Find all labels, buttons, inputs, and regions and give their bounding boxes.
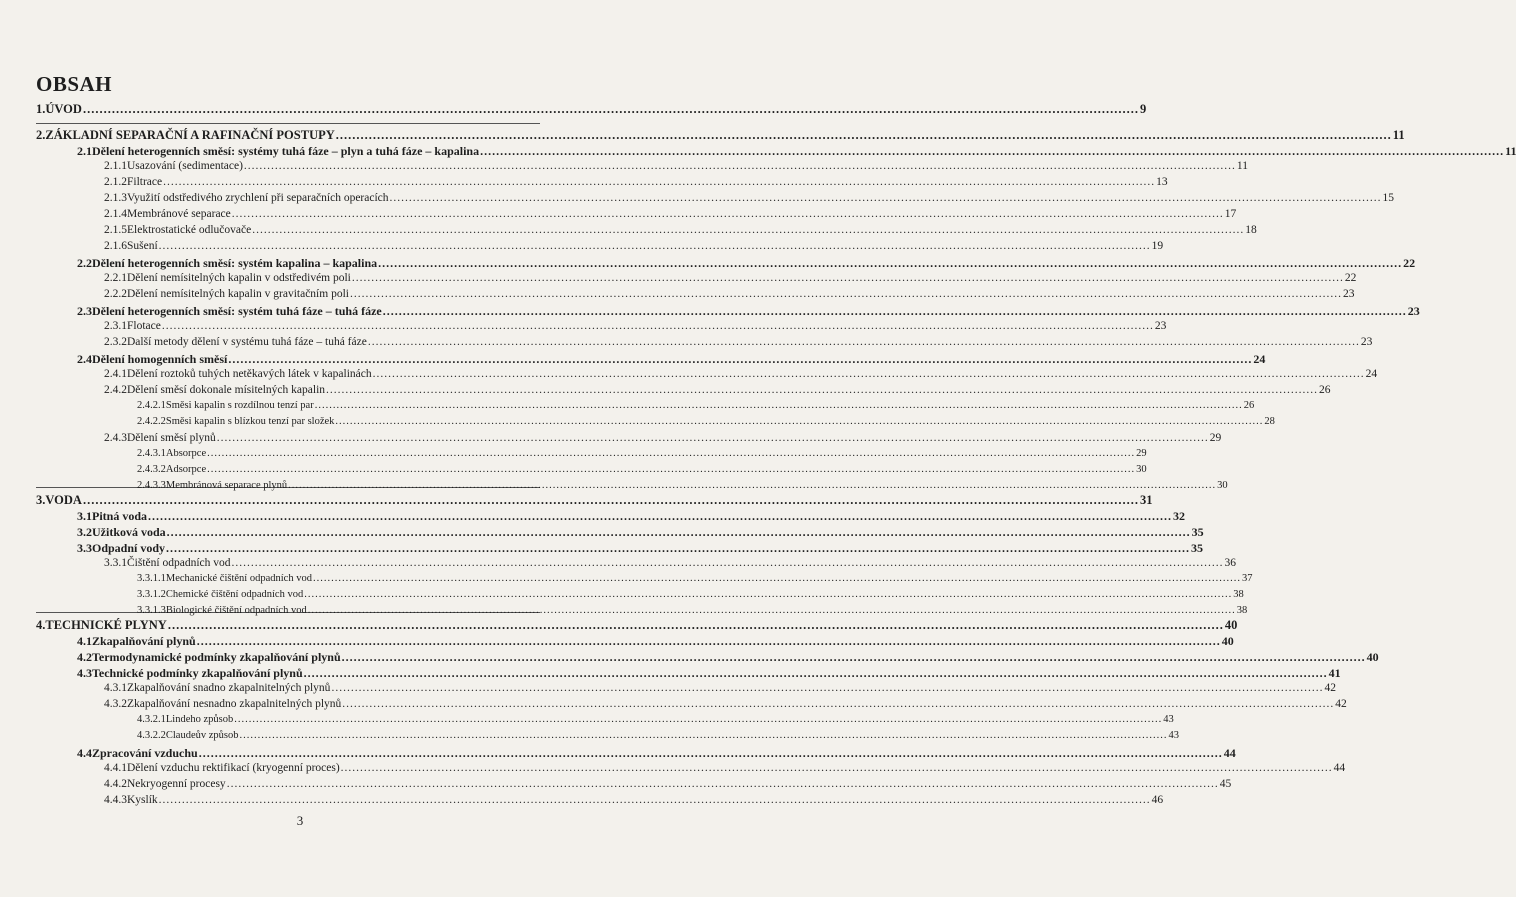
toc-entry-level-3 <box>104 160 1248 172</box>
dot-leader <box>331 682 1323 694</box>
dot-leader <box>390 192 1382 204</box>
toc-entry-level-1 <box>36 618 1238 633</box>
toc-entry-level-2 <box>77 256 1416 271</box>
toc-entry-page: 35 <box>1191 525 1204 539</box>
toc-entry-title: Čištění odpadních vod <box>127 557 231 569</box>
toc-entry-level-4 <box>137 416 1275 427</box>
toc-entry-number: 2.4.3.2 <box>137 464 166 475</box>
toc-entry-level-2 <box>77 352 1266 367</box>
toc-entry-number: 2.4.2.1 <box>137 400 166 411</box>
dot-leader <box>168 618 1224 633</box>
toc-entry-title: Dělení nemísitelných kapalin v odstředivém poli <box>127 272 351 284</box>
toc-entry-level-3 <box>104 557 1236 569</box>
toc-entry-level-3 <box>104 192 1395 204</box>
toc-entry-number: 2.3.2 <box>104 336 127 348</box>
toc-entry-number: 2.1.3 <box>104 192 127 204</box>
toc-entry-level-1 <box>36 102 1147 117</box>
toc-entry-number: 2.4.3.3 <box>137 480 166 491</box>
toc-entry-level-2 <box>77 541 1204 556</box>
toc-entry-page: 17 <box>1224 208 1237 220</box>
toc-entry-title: Dělení roztoků tuhých netěkavých látek v kapalinách <box>127 368 372 380</box>
toc-entry-number: 2.1.1 <box>104 160 127 172</box>
toc-entry-title: Využití odstředivého zrychlení při separačních operacích <box>127 192 389 204</box>
toc-entry-level-3 <box>104 224 1257 236</box>
dot-leader <box>315 400 1243 411</box>
toc-entry-page: 43 <box>1168 730 1179 741</box>
toc-entry-page: 22 <box>1344 272 1357 284</box>
toc-entry-title: Zkapalňování plynů <box>92 634 196 648</box>
toc-entry-page: 15 <box>1382 192 1395 204</box>
dot-leader <box>227 778 1219 790</box>
toc-entry-page: 44 <box>1223 746 1236 760</box>
toc-entry-number: 1. <box>36 102 46 116</box>
toc-entry-title: Mechanické čištění odpadních vod <box>165 573 312 584</box>
toc-entry-title: Dělení směsí plynů <box>127 432 216 444</box>
toc-entry-page: 43 <box>1163 714 1174 725</box>
toc-entry-level-3 <box>104 368 1378 380</box>
dot-leader <box>166 541 1190 556</box>
toc-entry-title: Chemické čištění odpadních vod <box>165 589 304 600</box>
dot-leader <box>232 208 1224 220</box>
dot-leader <box>199 746 1223 761</box>
toc-entry-page: 42 <box>1335 698 1347 710</box>
toc-entry-title: Užitková voda <box>92 525 166 539</box>
dot-leader <box>163 176 1155 188</box>
toc-entry-number: 4.4 <box>77 746 92 760</box>
toc-entry-number: 4.2 <box>77 650 92 664</box>
toc-entry-level-3 <box>104 176 1168 188</box>
toc-entry-level-3 <box>104 320 1167 332</box>
toc-entry-level-1 <box>36 493 1153 508</box>
toc-entry-title: Dělení heterogenních směsí: systémy tuhá fáze – plyn a tuhá fáze – kapalina <box>92 144 480 158</box>
toc-entry-level-4 <box>137 480 1228 491</box>
toc-entry-title: Kyslík <box>127 794 158 806</box>
toc-entry-level-4 <box>137 464 1147 475</box>
toc-entry-page: 26 <box>1243 400 1255 411</box>
toc-entry-page: 28 <box>1264 416 1275 427</box>
dot-leader <box>83 493 1139 508</box>
toc-entry-number: 2.4.3 <box>104 432 127 444</box>
toc-entry-level-3 <box>104 208 1237 220</box>
toc-entry-page: 37 <box>1241 573 1253 584</box>
toc-entry-page: 11 <box>1505 144 1516 158</box>
toc-entry-number: 2.3 <box>77 304 92 318</box>
toc-entry-title: Termodynamické podmínky zkapalňování plynů <box>92 650 341 664</box>
toc-entry-level-3 <box>104 384 1331 396</box>
toc-entry-page: 40 <box>1221 634 1234 648</box>
page-number: 3 <box>296 813 304 828</box>
toc-entry-level-3 <box>104 288 1355 300</box>
toc-entry-page: 23 <box>1407 304 1420 318</box>
toc-entry-level-4 <box>137 605 1248 616</box>
toc-entry-page: 26 <box>1319 384 1331 396</box>
dot-leader <box>336 128 1392 143</box>
dot-leader <box>288 480 1216 491</box>
toc-entry-number: 3.2 <box>77 525 92 539</box>
toc-entry-page: 45 <box>1219 778 1232 790</box>
toc-entry-number: 4.4.3 <box>104 794 127 806</box>
dot-leader <box>162 320 1154 332</box>
dot-leader <box>308 605 1236 616</box>
toc-entry-number: 4.3.2.1 <box>137 714 166 725</box>
toc-entry-level-4 <box>137 448 1147 459</box>
toc-entry-page: 44 <box>1333 762 1346 774</box>
toc-entry-title: Membránová separace plynů <box>165 480 288 491</box>
toc-entry-number: 4.3.1 <box>104 682 127 694</box>
toc-entry-page: 11 <box>1392 128 1405 142</box>
toc-entry-title: Pitná voda <box>92 509 148 523</box>
toc-entry-number: 2.4.1 <box>104 368 127 380</box>
toc-entry-page: 31 <box>1139 493 1153 507</box>
toc-entry-page: 24 <box>1253 352 1266 366</box>
toc-entry-page: 40 <box>1224 618 1238 632</box>
toc-entry-title: Usazování (sedimentace) <box>127 160 243 172</box>
toc-entry-title: Biologické čištění odpadních vod <box>165 605 307 616</box>
toc-entry-page: 11 <box>1236 160 1248 172</box>
toc-entry-number: 2.1.6 <box>104 240 127 252</box>
dot-leader <box>240 730 1168 741</box>
toc-entry-level-3 <box>104 336 1373 348</box>
toc-entry-title: Dělení heterogenních směsí: systém kapalina – kapalina <box>92 256 378 270</box>
dot-leader <box>313 573 1241 584</box>
toc-entry-level-2 <box>77 634 1234 649</box>
toc-entry-level-2 <box>77 525 1204 540</box>
toc-entry-number: 2.2.1 <box>104 272 127 284</box>
toc-entry-title: Absorpce <box>165 448 207 459</box>
toc-entry-number: 2.1 <box>77 144 92 158</box>
toc-entry-number: 4.4.1 <box>104 762 127 774</box>
toc-entry-title: Zkapalňování snadno zkapalnitelných plynů <box>127 682 331 694</box>
dot-leader <box>373 368 1365 380</box>
toc-entry-level-3 <box>104 682 1336 694</box>
toc-entry-title: Filtrace <box>127 176 163 188</box>
dot-leader <box>148 509 1172 524</box>
toc-entry-number: 2.1.4 <box>104 208 127 220</box>
dot-leader <box>234 714 1162 725</box>
toc-entry-number: 2.4.2.2 <box>137 416 166 427</box>
toc-entry-level-1 <box>36 128 1405 143</box>
toc-entry-number: 2.2.2 <box>104 288 127 300</box>
toc-entry-level-3 <box>104 698 1347 710</box>
toc-entry-title: Dělení nemísitelných kapalin v gravitačním poli <box>127 288 349 300</box>
toc-entry-number: 4.1 <box>77 634 92 648</box>
dot-leader <box>368 336 1360 348</box>
toc-entry-number: 2.4.2 <box>104 384 127 396</box>
toc-entry-title: Flotace <box>127 320 161 332</box>
dot-leader <box>335 416 1263 427</box>
dot-leader <box>252 224 1244 236</box>
dot-leader <box>352 272 1344 284</box>
dot-leader <box>232 557 1224 569</box>
toc-entry-page: 19 <box>1151 240 1164 252</box>
toc-entry-number: 2.1.2 <box>104 176 127 188</box>
toc-entry-page: 23 <box>1342 288 1355 300</box>
toc-entry-title: Membránové separace <box>127 208 231 220</box>
toc-entry-page: 38 <box>1236 605 1248 616</box>
toc-entry-level-4 <box>137 714 1174 725</box>
toc-entry-level-3 <box>104 794 1164 806</box>
toc-entry-level-2 <box>77 746 1236 761</box>
toc-entry-page: 40 <box>1366 650 1379 664</box>
toc-entry-number: 4.3 <box>77 666 92 680</box>
dot-leader <box>304 589 1232 600</box>
dot-leader <box>159 240 1151 252</box>
toc-entry-number: 2.3.1 <box>104 320 127 332</box>
toc-entry-level-3 <box>104 778 1232 790</box>
toc-entry-number: 3.3 <box>77 541 92 555</box>
toc-entry-title: Zpracování vzduchu <box>92 746 198 760</box>
toc-entry-number: 2. <box>36 128 46 142</box>
toc-entry-page: 29 <box>1209 432 1222 444</box>
toc-entry-number: 3. <box>36 493 46 507</box>
toc-entry-number: 2.4 <box>77 352 92 366</box>
toc-entry-page: 24 <box>1365 368 1378 380</box>
toc-entry-title: ÚVOD <box>45 102 82 116</box>
dot-leader <box>197 634 1221 649</box>
dot-leader <box>167 525 1191 540</box>
toc-entry-number: 2.1.5 <box>104 224 127 236</box>
toc-entry-number: 4.3.2 <box>104 698 127 710</box>
toc-entry-page: 22 <box>1403 256 1416 270</box>
toc-entry-page: 35 <box>1191 541 1204 555</box>
dot-leader <box>342 650 1366 665</box>
toc-entry-number: 4.4.2 <box>104 778 127 790</box>
toc-entry-level-2 <box>77 509 1186 524</box>
toc-entry-level-2 <box>77 304 1420 319</box>
toc-entry-level-2 <box>77 650 1379 665</box>
toc-entry-title: Dělení homogenních směsí <box>92 352 228 366</box>
toc-entry-title: Dělení heterogenních směsí: systém tuhá fáze – tuhá fáze <box>92 304 382 318</box>
toc-entry-title: Sušení <box>127 240 158 252</box>
toc-entry-title: Další metody dělení v systému tuhá fáze – tuhá fáze <box>127 336 367 348</box>
toc-entry-number: 2.4.3.1 <box>137 448 166 459</box>
dot-leader <box>228 352 1252 367</box>
toc-entry-page: 18 <box>1245 224 1257 236</box>
toc-entry-title: Nekryogenní procesy <box>127 778 226 790</box>
toc-entry-level-3 <box>104 762 1346 774</box>
toc-entry-title: TECHNICKÉ PLYNY <box>45 618 167 632</box>
toc-entry-page: 36 <box>1224 557 1236 569</box>
toc-entry-page: 30 <box>1136 464 1147 475</box>
toc-entry-title: VODA <box>45 493 82 507</box>
toc-entry-page: 23 <box>1360 336 1373 348</box>
toc-entry-title: Zkapalňování nesnadno zkapalnitelných plynů <box>127 698 342 710</box>
dot-leader <box>378 256 1402 271</box>
toc-entry-title: Technické podmínky zkapalňování plynů <box>92 666 303 680</box>
dot-leader <box>159 794 1151 806</box>
dot-leader <box>244 160 1236 172</box>
dot-leader <box>207 448 1135 459</box>
toc-entry-page: 32 <box>1173 509 1186 523</box>
dot-leader <box>326 384 1318 396</box>
toc-entry-number: 2.2 <box>77 256 92 270</box>
toc-entry-page: 41 <box>1328 666 1341 680</box>
toc-entry-page: 46 <box>1151 794 1164 806</box>
toc-entry-page: 23 <box>1154 320 1167 332</box>
section-divider <box>36 123 540 124</box>
toc-entry-title: Adsorpce <box>165 464 207 475</box>
toc-entry-title: Dělení směsí dokonale mísitelných kapalin <box>127 384 326 396</box>
toc-heading: OBSAH <box>36 72 113 96</box>
toc-entry-number: 3.3.1.1 <box>137 573 166 584</box>
dot-leader <box>341 762 1333 774</box>
dot-leader <box>480 144 1504 159</box>
toc-entry-number: 4.3.2.2 <box>137 730 166 741</box>
toc-entry-number: 3.3.1.3 <box>137 605 166 616</box>
toc-entry-number: 3.1 <box>77 509 92 523</box>
toc-entry-page: 29 <box>1136 448 1147 459</box>
toc-entry-title: Dělení vzduchu rektifikací (kryogenní proces) <box>127 762 340 774</box>
toc-entry-level-4 <box>137 589 1244 600</box>
dot-leader <box>217 432 1209 444</box>
toc-entry-number: 3.3.1.2 <box>137 589 166 600</box>
toc-entry-level-3 <box>104 432 1222 444</box>
toc-entry-number: 3.3.1 <box>104 557 127 569</box>
toc-entry-page: 38 <box>1233 589 1244 600</box>
toc-entry-level-3 <box>104 240 1164 252</box>
toc-entry-title: Elektrostatické odlučovače <box>127 224 252 236</box>
toc-entry-title: Směsi kapalin s rozdílnou tenzí par <box>165 400 314 411</box>
toc-entry-title: Směsi kapalin s blízkou tenzí par složek <box>165 416 335 427</box>
toc-entry-level-2 <box>77 666 1341 681</box>
dot-leader <box>342 698 1334 710</box>
dot-leader <box>350 288 1342 300</box>
toc-entry-level-2 <box>77 144 1516 159</box>
toc-entry-number: 4. <box>36 618 46 632</box>
toc-entry-page: 13 <box>1156 176 1168 188</box>
dot-leader <box>304 666 1328 681</box>
toc-entry-level-3 <box>104 272 1357 284</box>
dot-leader <box>83 102 1139 117</box>
toc-entry-page: 42 <box>1324 682 1336 694</box>
toc-entry-page: 9 <box>1139 102 1147 116</box>
toc-entry-level-4 <box>137 730 1179 741</box>
toc-entry-page: 30 <box>1217 480 1228 491</box>
toc-entry-title: Claudeův způsob <box>165 730 239 741</box>
dot-leader <box>383 304 1407 319</box>
toc-entry-title: Odpadní vody <box>92 541 166 555</box>
toc-entry-level-4 <box>137 573 1253 584</box>
toc-entry-title: ZÁKLADNÍ SEPARAČNÍ A RAFINAČNÍ POSTUPY <box>45 128 335 142</box>
toc-entry-title: Lindeho způsob <box>165 714 234 725</box>
toc-entry-level-4 <box>137 400 1255 411</box>
dot-leader <box>207 464 1135 475</box>
